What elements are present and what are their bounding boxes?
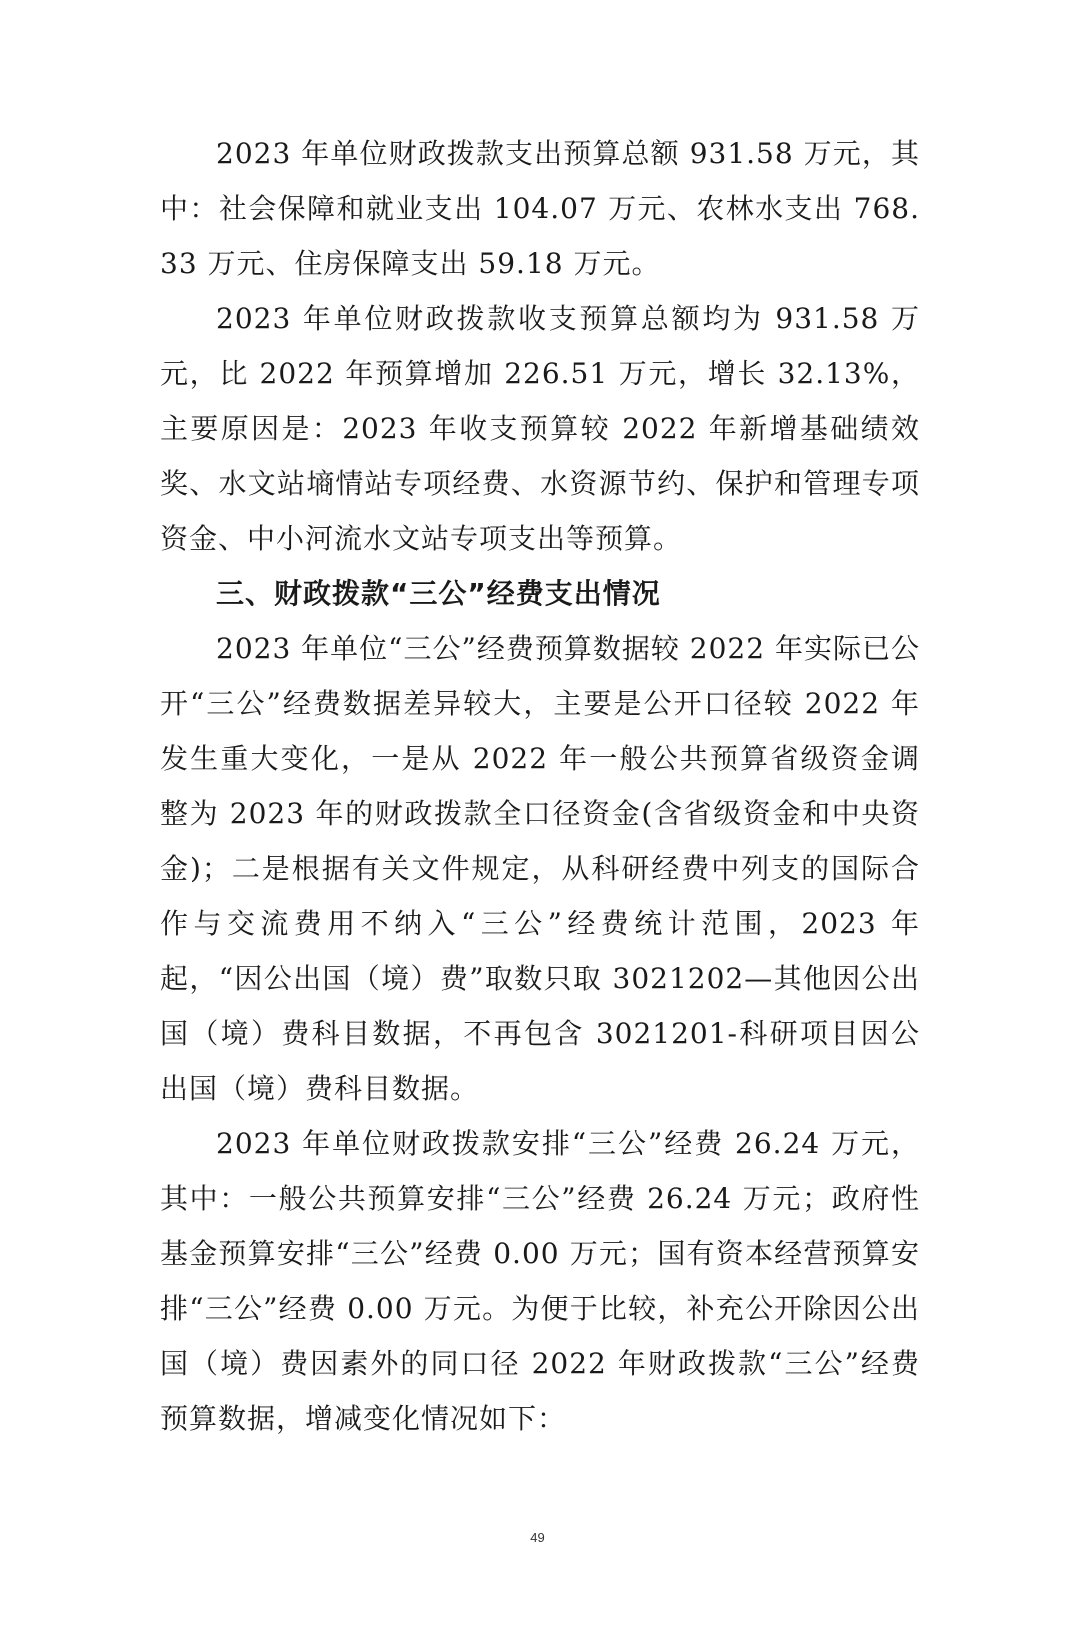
paragraph-three-public-caliber-change: 2023 年单位“三公”经费预算数据较 2022 年实际已公开“三公”经费数据差异较大，主要是公开口径较 2022 年发生重大变化，一是从 2022 年一般公共预算省级资金调整为 2023 年的财政拨款全口径资金(含省级资金和中央资金)；二是根据有关文件规定，从科研经费中列支的国际合作与交流费用不纳入“三公”经费统计范围，2023 年起，“因公出国（境）费”取数只取 3021202—其他因公出国（境）费科目数据，不再包含 3021201-科研项目因公出国（境）费科目数据。 <box>160 632 920 1105</box>
paragraph-revenue-expenditure-budget: 2023 年单位财政拨款收支预算总额均为 931.58 万元，比 2022 年预算增加 226.51 万元，增长 32.13%，主要原因是：2023 年收支预算较 2022 年新增基础绩效奖、水文站墒情站专项经费、水资源节约、保护和管理专项资金、中小河流水文站专项支出等预算。 <box>160 302 920 555</box>
page-number: 49 <box>530 1530 545 1545</box>
paragraph-three-public-funding: 2023 年单位财政拨款安排“三公”经费 26.24 万元，其中：一般公共预算安排“三公”经费 26.24 万元；政府性基金预算安排“三公”经费 0.00 万元；国有资本经营预算安排“三公”经费 0.00 万元。为便于比较，补充公开除因公出国（境）费因素外的同口径 2022 年财政拨款“三公”经费预算数据，增减变化情况如下： <box>160 1127 920 1435</box>
document-body <box>160 126 920 1446</box>
section-heading: 三、财政拨款“三公”经费支出情况 <box>216 577 661 610</box>
paragraph-expenditure-budget: 2023 年单位财政拨款支出预算总额 931.58 万元，其中：社会保障和就业支出 104.07 万元、农林水支出 768.33 万元、住房保障支出 59.18 万元。 <box>160 137 920 280</box>
